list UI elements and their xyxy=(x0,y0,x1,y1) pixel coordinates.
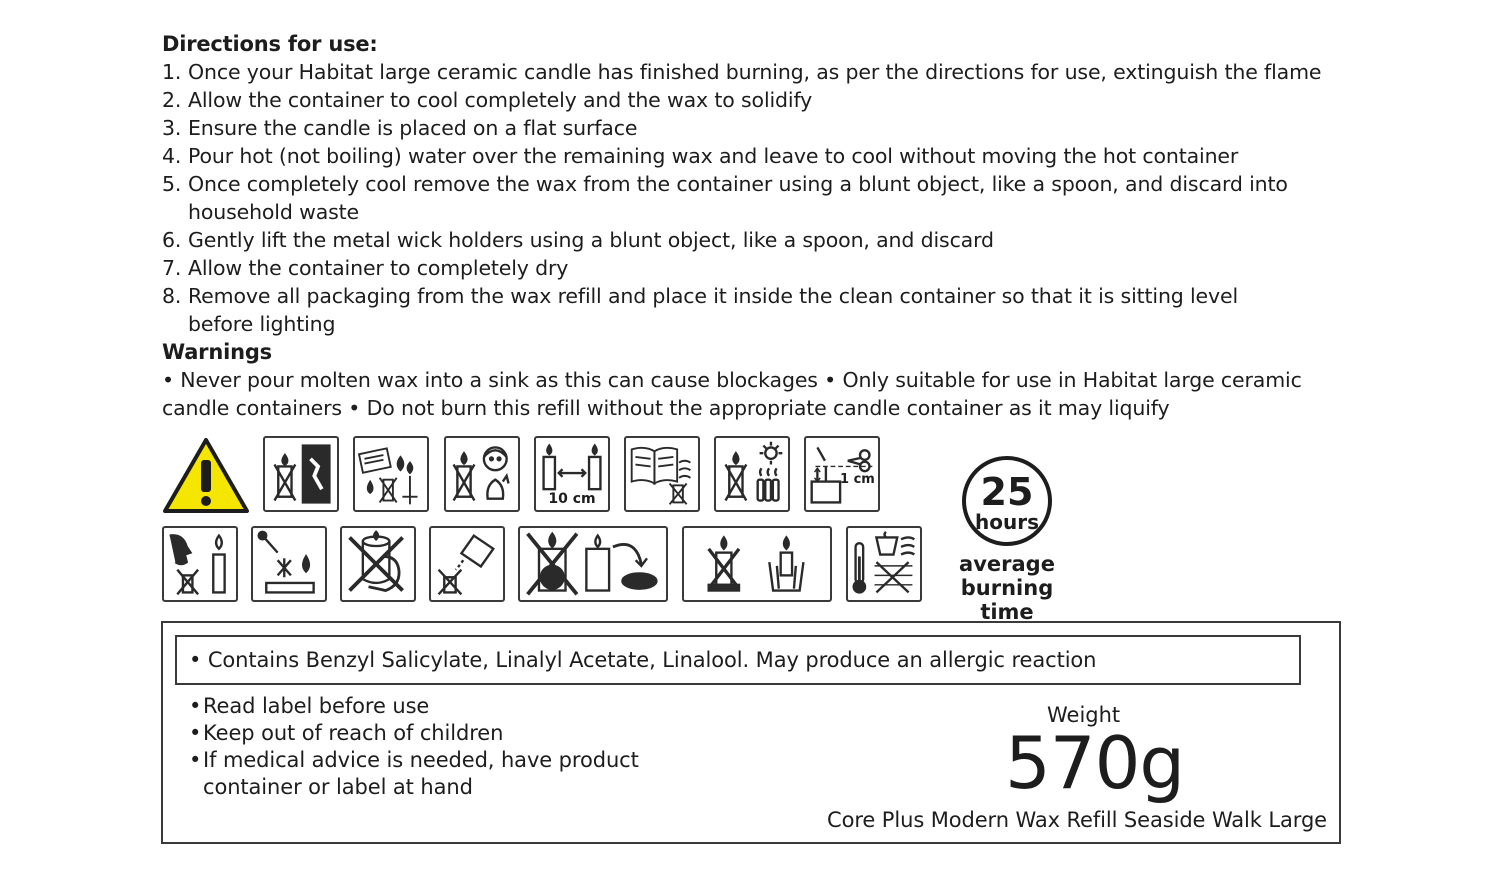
temperature-storage-icon xyxy=(846,526,922,602)
safety-item: • If medical advice is needed, have product container or label at hand xyxy=(189,748,639,799)
dispose-matches-safely-icon xyxy=(251,526,327,602)
safety-item: • Read label before use xyxy=(189,694,430,718)
direction-step: 2. Allow the container to cool completely and the wax to solidify xyxy=(162,88,813,112)
warnings-text: • Never pour molten wax into a sink as this can cause blockages • Only suitable for use in Habitat large ceramic candle containers • Do not burn this refill without the appropriate candle container as it may liquify xyxy=(162,368,1302,420)
burn-time-circle xyxy=(962,456,1052,546)
do-not-touch-icon xyxy=(340,526,416,602)
weight-label: Weight xyxy=(1047,703,1121,727)
keep-away-from-flammables-icon xyxy=(353,436,429,512)
hazard-warning-icon xyxy=(162,436,250,514)
warnings-heading: Warnings xyxy=(162,340,272,364)
direction-step: 8. Remove all packaging from the wax refill and place it inside the clean container so that it is sitting level before lighting xyxy=(162,284,1239,336)
directions-heading: Directions for use: xyxy=(162,32,378,56)
use-heat-resistant-holder-icon xyxy=(682,526,832,602)
burn-time-hours: 25 xyxy=(980,470,1034,514)
direction-step: 4. Pour hot (not boiling) water over the remaining wax and leave to cool without moving the hot container xyxy=(162,144,1239,168)
keep-away-from-children-pets-icon xyxy=(444,436,520,512)
keep-away-from-heat-icon xyxy=(714,436,790,512)
burn-time-badge xyxy=(940,456,1074,624)
safety-item: • Keep out of reach of children xyxy=(189,721,504,745)
instructions-section xyxy=(162,30,1342,422)
keep-candles-apart-icon xyxy=(534,436,610,512)
trim-wick-icon xyxy=(804,436,880,512)
never-leave-unattended-icon xyxy=(263,436,339,512)
burn-time-caption: average burning time xyxy=(959,552,1055,624)
direction-step: 1. Once your Habitat large ceramic candle has finished burning, as per the directions for use, extinguish the flame xyxy=(162,60,1322,84)
product-name: Core Plus Modern Wax Refill Seaside Walk Large xyxy=(827,808,1327,832)
allergy-warning: • Contains Benzyl Salicylate, Linalyl Acetate, Linalool. May produce an allergic reaction xyxy=(175,635,1301,685)
product-label-box xyxy=(161,621,1341,844)
distance-label: 10 cm xyxy=(548,491,596,507)
direction-step: 5. Once completely cool remove the wax from the container using a blunt object, like a spoon, and discard into household waste xyxy=(162,172,1288,224)
read-instructions-icon xyxy=(624,436,700,512)
do-not-extinguish-with-water-icon xyxy=(429,526,505,602)
wick-length-label: 1 cm xyxy=(840,472,875,487)
direction-step: 6. Gently lift the metal wick holders using a blunt object, like a spoon, and discard xyxy=(162,228,994,252)
direction-step: 7. Allow the container to completely dry xyxy=(162,256,569,280)
weight-value: 570g xyxy=(1005,721,1185,805)
directions-list xyxy=(162,58,1342,338)
do-not-move-burning-candle-icon xyxy=(518,526,668,602)
direction-step: 3. Ensure the candle is placed on a flat surface xyxy=(162,116,638,140)
safety-list xyxy=(189,693,723,801)
do-not-blow-out-icon xyxy=(162,526,238,602)
burn-time-unit: hours xyxy=(975,510,1039,534)
